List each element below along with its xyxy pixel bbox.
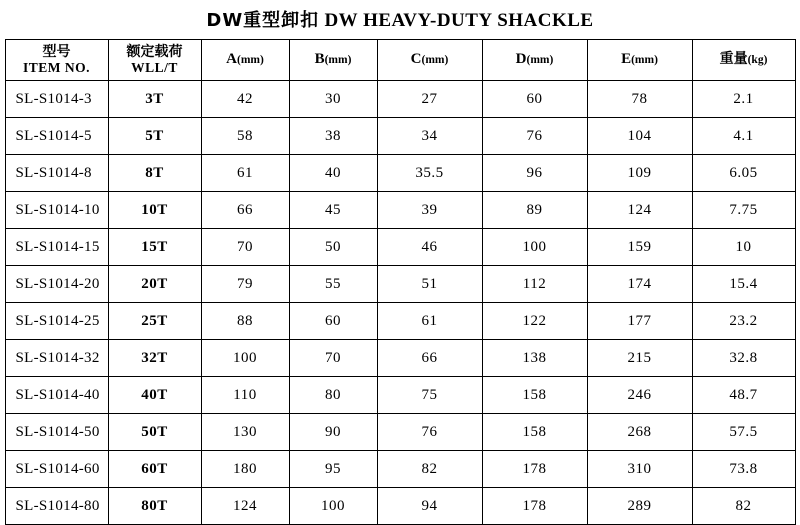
cell-b: 60	[289, 303, 377, 340]
column-header-d-unit: (mm)	[526, 54, 554, 67]
cell-a: 70	[201, 229, 289, 266]
column-header-weight	[692, 40, 795, 81]
cell-wll: 60T	[108, 451, 201, 488]
cell-c: 51	[377, 266, 482, 303]
specification-table	[5, 39, 796, 525]
table-header-row	[5, 40, 795, 81]
column-header-a-unit: (mm)	[237, 54, 264, 67]
cell-b: 50	[289, 229, 377, 266]
column-header-b-unit: (mm)	[324, 54, 352, 67]
table-body	[5, 81, 795, 525]
column-header-e-unit: (mm)	[631, 54, 658, 67]
table-header	[5, 40, 795, 81]
cell-weight: 48.7	[692, 377, 795, 414]
table-row	[5, 81, 795, 118]
column-header-e	[587, 40, 692, 81]
cell-model: SL-S1014-60	[5, 451, 108, 488]
cell-a: 100	[201, 340, 289, 377]
cell-c: 46	[377, 229, 482, 266]
cell-c: 82	[377, 451, 482, 488]
table-row	[5, 118, 795, 155]
cell-model: SL-S1014-40	[5, 377, 108, 414]
column-header-wll-en: WLL/T	[131, 60, 178, 76]
cell-model: SL-S1014-10	[5, 192, 108, 229]
column-header-d-label: D	[515, 51, 527, 68]
column-header-c	[377, 40, 482, 81]
cell-d: 76	[482, 118, 587, 155]
table-row	[5, 303, 795, 340]
table-row	[5, 229, 795, 266]
cell-e: 289	[587, 488, 692, 525]
cell-weight: 32.8	[692, 340, 795, 377]
cell-weight: 73.8	[692, 451, 795, 488]
cell-weight: 15.4	[692, 266, 795, 303]
page-title-chinese: DW重型卸扣	[206, 10, 320, 31]
cell-weight: 2.1	[692, 81, 795, 118]
cell-wll: 20T	[108, 266, 201, 303]
column-header-wll	[108, 40, 201, 81]
table-row	[5, 414, 795, 451]
column-header-weight-cn: 重量	[719, 51, 748, 68]
column-header-c-label: C	[410, 51, 422, 68]
cell-e: 246	[587, 377, 692, 414]
cell-d: 178	[482, 488, 587, 525]
cell-e: 104	[587, 118, 692, 155]
column-header-weight-unit: (kg)	[747, 54, 768, 67]
table-row	[5, 266, 795, 303]
cell-c: 34	[377, 118, 482, 155]
column-header-item-no	[5, 40, 108, 81]
cell-weight: 6.05	[692, 155, 795, 192]
cell-c: 76	[377, 414, 482, 451]
cell-wll: 80T	[108, 488, 201, 525]
cell-b: 80	[289, 377, 377, 414]
cell-d: 138	[482, 340, 587, 377]
cell-e: 268	[587, 414, 692, 451]
cell-model: SL-S1014-50	[5, 414, 108, 451]
column-header-d	[482, 40, 587, 81]
table-row	[5, 155, 795, 192]
cell-weight: 10	[692, 229, 795, 266]
cell-model: SL-S1014-25	[5, 303, 108, 340]
cell-a: 66	[201, 192, 289, 229]
page-title	[0, 0, 800, 39]
cell-e: 177	[587, 303, 692, 340]
cell-c: 66	[377, 340, 482, 377]
cell-e: 109	[587, 155, 692, 192]
cell-d: 158	[482, 377, 587, 414]
cell-b: 90	[289, 414, 377, 451]
column-header-a	[201, 40, 289, 81]
cell-b: 70	[289, 340, 377, 377]
cell-weight: 23.2	[692, 303, 795, 340]
table-row	[5, 192, 795, 229]
cell-a: 42	[201, 81, 289, 118]
cell-model: SL-S1014-3	[5, 81, 108, 118]
cell-b: 55	[289, 266, 377, 303]
cell-c: 75	[377, 377, 482, 414]
column-header-e-label: E	[621, 51, 632, 68]
column-header-wll-cn: 额定载荷	[126, 44, 183, 61]
column-header-a-label: A	[226, 51, 237, 68]
cell-a: 58	[201, 118, 289, 155]
column-header-c-unit: (mm)	[421, 54, 449, 67]
cell-model: SL-S1014-8	[5, 155, 108, 192]
cell-b: 95	[289, 451, 377, 488]
cell-b: 40	[289, 155, 377, 192]
page-title-english: DW HEAVY-DUTY SHACKLE	[324, 10, 594, 31]
cell-d: 178	[482, 451, 587, 488]
cell-c: 61	[377, 303, 482, 340]
cell-e: 310	[587, 451, 692, 488]
cell-wll: 32T	[108, 340, 201, 377]
cell-model: SL-S1014-32	[5, 340, 108, 377]
cell-a: 110	[201, 377, 289, 414]
cell-wll: 25T	[108, 303, 201, 340]
cell-d: 112	[482, 266, 587, 303]
cell-d: 158	[482, 414, 587, 451]
cell-b: 45	[289, 192, 377, 229]
cell-wll: 40T	[108, 377, 201, 414]
cell-e: 78	[587, 81, 692, 118]
cell-a: 79	[201, 266, 289, 303]
cell-b: 38	[289, 118, 377, 155]
cell-model: SL-S1014-15	[5, 229, 108, 266]
cell-weight: 82	[692, 488, 795, 525]
cell-wll: 8T	[108, 155, 201, 192]
cell-wll: 5T	[108, 118, 201, 155]
cell-a: 61	[201, 155, 289, 192]
table-row	[5, 377, 795, 414]
cell-c: 39	[377, 192, 482, 229]
cell-d: 100	[482, 229, 587, 266]
cell-weight: 7.75	[692, 192, 795, 229]
cell-wll: 10T	[108, 192, 201, 229]
cell-wll: 3T	[108, 81, 201, 118]
cell-a: 180	[201, 451, 289, 488]
table-row	[5, 488, 795, 525]
cell-model: SL-S1014-80	[5, 488, 108, 525]
cell-model: SL-S1014-20	[5, 266, 108, 303]
cell-wll: 50T	[108, 414, 201, 451]
column-header-b-label: B	[314, 51, 325, 68]
cell-a: 130	[201, 414, 289, 451]
cell-e: 159	[587, 229, 692, 266]
cell-wll: 15T	[108, 229, 201, 266]
cell-weight: 4.1	[692, 118, 795, 155]
table-row	[5, 340, 795, 377]
cell-b: 30	[289, 81, 377, 118]
cell-d: 89	[482, 192, 587, 229]
cell-e: 215	[587, 340, 692, 377]
cell-c: 35.5	[377, 155, 482, 192]
cell-e: 174	[587, 266, 692, 303]
cell-e: 124	[587, 192, 692, 229]
cell-weight: 57.5	[692, 414, 795, 451]
cell-b: 100	[289, 488, 377, 525]
cell-d: 122	[482, 303, 587, 340]
cell-c: 27	[377, 81, 482, 118]
cell-a: 124	[201, 488, 289, 525]
cell-d: 60	[482, 81, 587, 118]
table-row	[5, 451, 795, 488]
cell-a: 88	[201, 303, 289, 340]
column-header-item-no-cn: 型号	[42, 44, 71, 61]
column-header-item-no-en: ITEM NO.	[22, 60, 90, 76]
cell-model: SL-S1014-5	[5, 118, 108, 155]
cell-d: 96	[482, 155, 587, 192]
cell-c: 94	[377, 488, 482, 525]
column-header-b	[289, 40, 377, 81]
